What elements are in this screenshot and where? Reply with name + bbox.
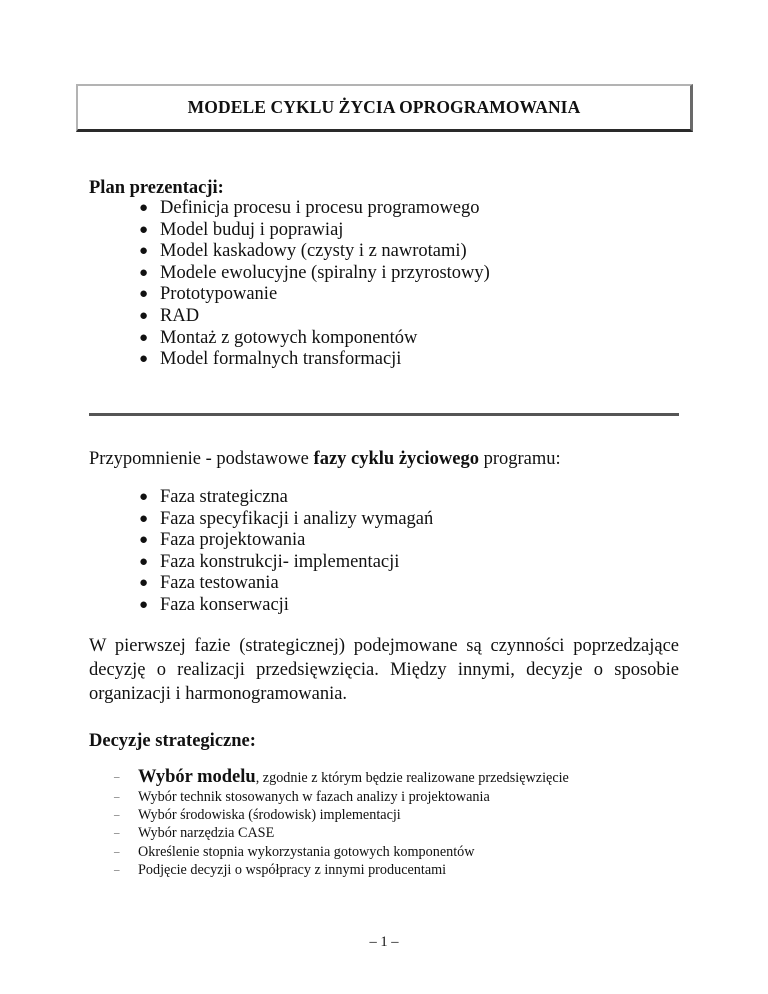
phases-intro-emphasis: fazy cyklu życiowego xyxy=(313,449,479,469)
page-number: – 1 – xyxy=(369,934,399,950)
title-box xyxy=(76,84,693,132)
plan-item: ● Modele ewolucyjne (spiralny i przyrostowy) xyxy=(139,262,490,283)
bullet-icon: ● xyxy=(139,553,149,570)
dash-icon: – xyxy=(114,863,120,876)
bullet-icon: ● xyxy=(139,575,149,592)
plan-item: ● Model buduj i poprawiaj xyxy=(139,219,344,240)
plan-item: ● Model kaskadowy (czysty i z nawrotami) xyxy=(139,241,467,262)
bullet-icon: ● xyxy=(139,532,149,549)
strategic-phase-paragraph: W pierwszej fazie (strategicznej) podejmowane są czynności poprzedzające decyzję o realizacji przedsięwzięcia. Między innymi, decyzje o sposobie organizacji i harmonogramowania. xyxy=(89,636,679,704)
phase-item: ● Faza strategiczna xyxy=(139,487,288,507)
phase-item: ● Faza specyfikacji i analizy wymagań xyxy=(139,508,434,529)
plan-list xyxy=(138,198,490,371)
bullet-icon: ● xyxy=(139,307,149,324)
decision-item: – Wybór modelu, zgodnie z którym będzie realizowane przedsięwzięcie xyxy=(114,767,569,787)
bullet-icon: ● xyxy=(139,510,149,527)
phase-item: ● Faza konserwacji xyxy=(139,594,289,615)
bullet-icon: ● xyxy=(139,489,149,505)
decision-item: – Podjęcie decyzji o współpracy z innymi producentami xyxy=(114,861,447,878)
horizontal-divider xyxy=(89,413,679,416)
decision-item: – Wybór technik stosowanych w fazach analizy i projektowania xyxy=(114,789,490,805)
decision-item: – Określenie stopnia wykorzystania gotowych komponentów xyxy=(114,843,475,860)
phases-list xyxy=(138,487,433,617)
decisions-list xyxy=(113,766,569,879)
dash-icon: – xyxy=(114,791,120,803)
dash-icon: – xyxy=(114,827,120,840)
bullet-icon: ● xyxy=(139,243,149,260)
plan-heading: Plan prezentacji: xyxy=(89,178,224,198)
bullet-icon: ● xyxy=(139,329,149,346)
bullet-icon: ● xyxy=(139,286,149,303)
plan-item: ● Definicja procesu i procesu programowego xyxy=(139,198,480,218)
document-title: MODELE CYKLU ŻYCIA OPROGRAMOWANIA xyxy=(187,97,581,117)
bullet-icon: ● xyxy=(139,221,149,238)
dash-icon: – xyxy=(114,845,120,858)
plan-item: ● Prototypowanie xyxy=(139,284,278,305)
dash-icon: – xyxy=(114,809,120,822)
plan-item: ● RAD xyxy=(139,305,200,326)
plan-item: ● Montaż z gotowych komponentów xyxy=(139,327,418,348)
bullet-icon: ● xyxy=(139,596,149,613)
phases-intro: Przypomnienie - podstawowe fazy cyklu życiowego programu: xyxy=(89,449,561,469)
bullet-icon: ● xyxy=(139,264,149,281)
phase-item: ● Faza testowania xyxy=(139,573,279,594)
phase-item: ● Faza konstrukcji- implementacji xyxy=(139,551,400,572)
bullet-icon: ● xyxy=(139,200,149,216)
phase-item: ● Faza projektowania xyxy=(139,530,306,551)
dash-icon: – xyxy=(114,771,120,783)
bullet-icon: ● xyxy=(139,351,149,368)
decisions-heading: Decyzje strategiczne: xyxy=(89,731,256,751)
decision-item: – Wybór narzędzia CASE xyxy=(114,825,275,842)
plan-item: ● Model formalnych transformacji xyxy=(139,349,402,370)
decision-item: – Wybór środowiska (środowisk) implementacji xyxy=(114,807,401,824)
